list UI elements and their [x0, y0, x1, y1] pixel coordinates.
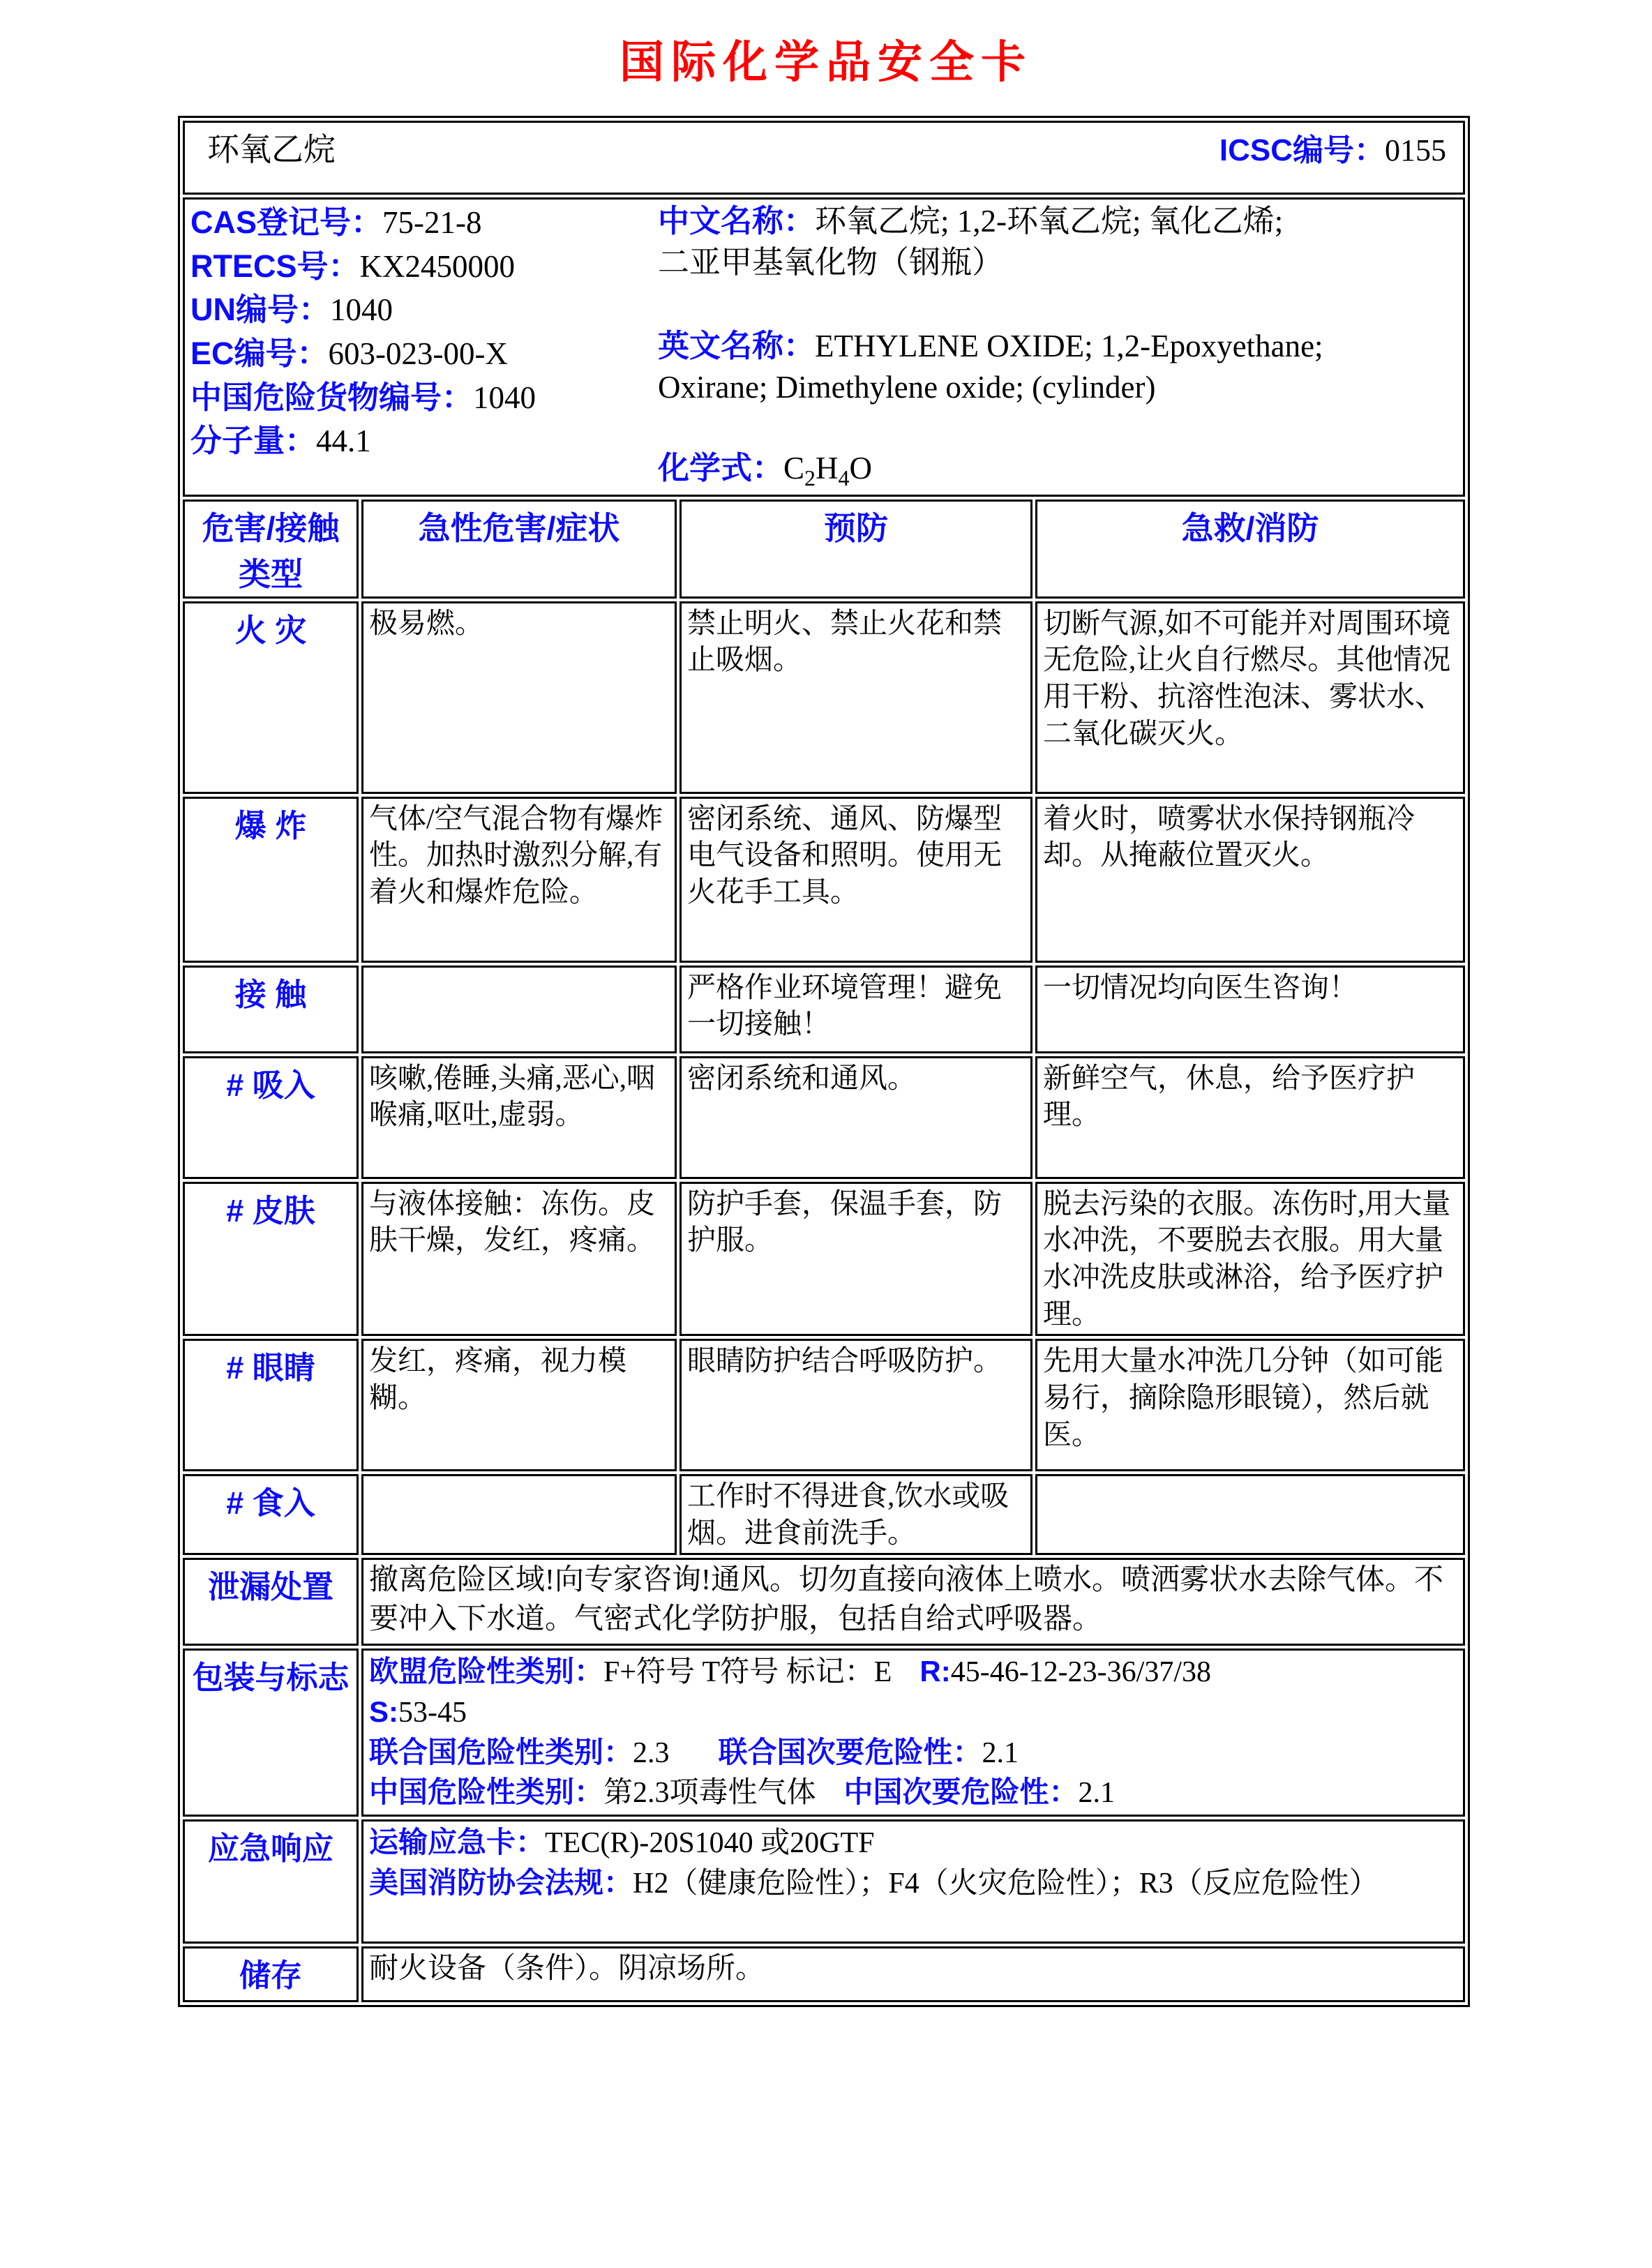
eu-class-label: 欧盟危险性类别： — [369, 1654, 604, 1688]
header-cell — [183, 121, 1465, 195]
chinese-name-line2: 二亚甲基氧化物（钢瓶） — [658, 244, 1004, 280]
chinese-name-label: 中文名称： — [658, 203, 816, 239]
icsc-value: 0155 — [1385, 133, 1446, 167]
transport-emergency-card-line — [369, 1823, 1457, 1863]
fire-symptoms: 极易燃。 — [361, 601, 677, 794]
icsc-number-field — [1219, 125, 1457, 170]
ec-value: 603-023-00-X — [328, 336, 508, 371]
storage-row — [183, 1946, 1465, 2002]
ingestion-first-aid — [1035, 1474, 1465, 1555]
storage-text: 耐火设备（条件）。阴凉场所。 — [361, 1946, 1465, 2002]
formula-sub4: 4 — [838, 465, 850, 490]
fire-prevention: 禁止明火、禁止火花和禁止吸烟。 — [679, 601, 1032, 794]
tec-value: TEC(R)-20S1040 或20GTF — [545, 1827, 875, 1860]
english-name-line1: ETHYLENE OXIDE; 1,2-Epoxyethane; — [815, 329, 1323, 363]
formula-c: C — [783, 451, 805, 486]
cn-subrisk-label: 中国次要危险性： — [843, 1775, 1079, 1809]
hazard-row-fire — [183, 601, 1465, 794]
cn-hazard-class-line — [369, 1773, 1457, 1813]
rtecs-number-line — [190, 245, 658, 289]
un-value: 1040 — [330, 292, 393, 328]
storage-label: 储存 — [183, 1946, 359, 2002]
skin-first-aid: 脱去污染的衣服。冻伤时,用大量水冲洗，不要脱去衣服。用大量水冲洗皮肤或淋浴，给予医疗护理。 — [1035, 1182, 1465, 1337]
hazard-type-header-line1: 危害/接触 — [202, 509, 340, 546]
hazard-row-eyes — [183, 1339, 1465, 1471]
china-dg-number-line — [190, 376, 658, 420]
ec-label: EC编号： — [190, 335, 329, 371]
icsc-label: ICSC编号： — [1219, 133, 1385, 167]
packaging-row — [183, 1649, 1465, 1817]
nfpa-label: 美国消防协会法规： — [369, 1866, 633, 1900]
hazard-col-header-prevention: 预防 — [679, 500, 1032, 599]
names-block — [658, 201, 1457, 493]
english-name-line2: Oxirane; Dimethylene oxide; (cylinder) — [658, 369, 1156, 405]
explosion-symptoms: 气体/空气混合物有爆炸性。加热时激烈分解,有着火和爆炸危险。 — [361, 797, 677, 963]
fire-first-aid: 切断气源,如不可能并对周围环境无危险,让火自行燃尽。其他情况用干粉、抗溶性泡沫、雾状水、二氧化碳灭火。 — [1035, 601, 1465, 794]
tec-label: 运输应急卡： — [369, 1826, 546, 1859]
ingestion-symptoms — [361, 1474, 677, 1555]
cas-label: CAS登记号： — [190, 204, 383, 240]
formula-label: 化学式： — [658, 450, 784, 486]
emergency-row — [183, 1819, 1465, 1944]
un-subrisk-value: 2.1 — [982, 1736, 1019, 1769]
hazard-type-contact: 接 触 — [183, 966, 359, 1053]
safety-card-table — [178, 116, 1470, 2007]
s-phrases-value: 53-45 — [398, 1696, 467, 1729]
spill-text: 撤离危险区域!向专家咨询!通风。切勿直接向液体上喷水。喷洒雾状水去除气体。不要冲入下水道。气密式化学防护服，包括自给式呼吸器。 — [361, 1558, 1465, 1646]
cn-class-label: 中国危险性类别： — [369, 1775, 604, 1809]
hazard-type-fire: 火 灾 — [183, 601, 359, 794]
formula-sub2: 2 — [804, 465, 816, 490]
s-phrases-label: S: — [369, 1695, 398, 1728]
hazard-col-header-firstaid: 急救/消防 — [1035, 500, 1465, 599]
hazard-type-header-line2: 类型 — [239, 555, 303, 592]
spill-row — [183, 1558, 1465, 1646]
hazard-type-inhalation: # 吸入 — [183, 1056, 359, 1179]
page-title: 国际化学品安全卡 — [620, 37, 1032, 87]
contact-prevention: 严格作业环境管理！避免一切接触！ — [679, 966, 1032, 1053]
china-dg-value: 1040 — [473, 380, 536, 415]
eu-hazard-class-line — [369, 1652, 1457, 1692]
un-number-line — [190, 288, 658, 332]
hazard-type-eyes: # 眼睛 — [183, 1339, 359, 1471]
eyes-prevention: 眼睛防护结合呼吸防护。 — [679, 1339, 1032, 1471]
eu-class-value: F+符号 T符号 标记：E — [603, 1655, 892, 1688]
hazard-type-ingestion: # 食入 — [183, 1474, 359, 1555]
hazard-col-header-type — [183, 500, 359, 599]
hazard-row-inhalation — [183, 1056, 1465, 1179]
skin-symptoms: 与液体接触：冻伤。皮肤干燥，发红，疼痛。 — [361, 1182, 677, 1337]
hazard-row-explosion — [183, 797, 1465, 963]
cas-value: 75-21-8 — [382, 205, 482, 240]
un-subrisk-label: 联合国次要危险性： — [718, 1735, 982, 1768]
substance-name: 环氧乙烷 — [207, 132, 336, 167]
un-class-value: 2.3 — [633, 1736, 670, 1769]
contact-symptoms — [361, 966, 677, 1053]
r-phrases-label: R: — [919, 1654, 951, 1688]
formula-h: H — [816, 451, 839, 486]
ec-number-line — [190, 332, 658, 376]
chemical-formula — [658, 448, 1457, 493]
identifier-list — [190, 201, 658, 493]
info-row — [183, 197, 1465, 497]
eyes-symptoms: 发红，疼痛，视力模糊。 — [361, 1339, 677, 1471]
hazard-row-ingestion — [183, 1474, 1465, 1555]
hazard-header-row — [183, 500, 1465, 599]
inhalation-symptoms: 咳嗽,倦睡,头痛,恶心,咽喉痛,呕吐,虚弱。 — [361, 1056, 677, 1179]
r-phrases-value: 45-46-12-23-36/37/38 — [950, 1655, 1211, 1688]
rtecs-value: KX2450000 — [359, 248, 516, 284]
spill-label: 泄漏处置 — [183, 1558, 359, 1646]
header-row — [183, 121, 1465, 195]
inhalation-prevention: 密闭系统和通风。 — [679, 1056, 1032, 1179]
emergency-content — [361, 1819, 1465, 1944]
contact-first-aid: 一切情况均向医生咨询！ — [1035, 966, 1465, 1053]
molecular-weight-value: 44.1 — [316, 423, 371, 459]
english-name-label: 英文名称： — [658, 328, 816, 363]
nfpa-line — [369, 1863, 1457, 1904]
hazard-row-contact — [183, 966, 1465, 1053]
chinese-name-line1: 环氧乙烷; 1,2-环氧乙烷; 氧化乙烯; — [815, 204, 1284, 239]
packaging-label: 包装与标志 — [183, 1649, 359, 1817]
molecular-weight-label: 分子量： — [190, 423, 317, 459]
info-cell — [183, 197, 1465, 497]
ingestion-prevention: 工作时不得进食,饮水或吸烟。进食前洗手。 — [679, 1474, 1032, 1555]
china-dg-label: 中国危险货物编号： — [190, 379, 474, 415]
cn-subrisk-value: 2.1 — [1078, 1777, 1116, 1810]
hazard-row-skin — [183, 1182, 1465, 1337]
hazard-type-skin: # 皮肤 — [183, 1182, 359, 1337]
cn-class-value: 第2.3项毒性气体 — [603, 1777, 816, 1810]
explosion-prevention: 密闭系统、通风、防爆型电气设备和照明。使用无火花手工具。 — [679, 797, 1032, 963]
explosion-first-aid: 着火时，喷雾状水保持钢瓶冷却。从掩蔽位置灭火。 — [1035, 797, 1465, 963]
packaging-content — [361, 1649, 1465, 1817]
un-hazard-class-line — [369, 1733, 1457, 1773]
s-phrases-line — [369, 1692, 1457, 1733]
skin-prevention: 防护手套，保温手套，防护服。 — [679, 1182, 1032, 1337]
english-name — [658, 326, 1457, 407]
nfpa-value: H2（健康危险性）；F4（火灾危险性）；R3（反应危险性） — [633, 1868, 1379, 1900]
formula-o: O — [849, 451, 873, 486]
cas-number-line — [190, 201, 658, 245]
emergency-label: 应急响应 — [183, 1819, 359, 1944]
un-class-label: 联合国危险性类别： — [369, 1735, 633, 1768]
chinese-name — [658, 201, 1457, 283]
un-label: UN编号： — [190, 292, 330, 328]
inhalation-first-aid: 新鲜空气，休息，给予医疗护理。 — [1035, 1056, 1465, 1179]
eyes-first-aid: 先用大量水冲洗几分钟（如可能易行，摘除隐形眼镜），然后就医。 — [1035, 1339, 1465, 1471]
molecular-weight-line — [190, 419, 658, 463]
hazard-type-explosion: 爆 炸 — [183, 797, 359, 963]
hazard-col-header-symptoms: 急性危害/症状 — [361, 500, 677, 599]
rtecs-label: RTECS号： — [190, 248, 360, 284]
